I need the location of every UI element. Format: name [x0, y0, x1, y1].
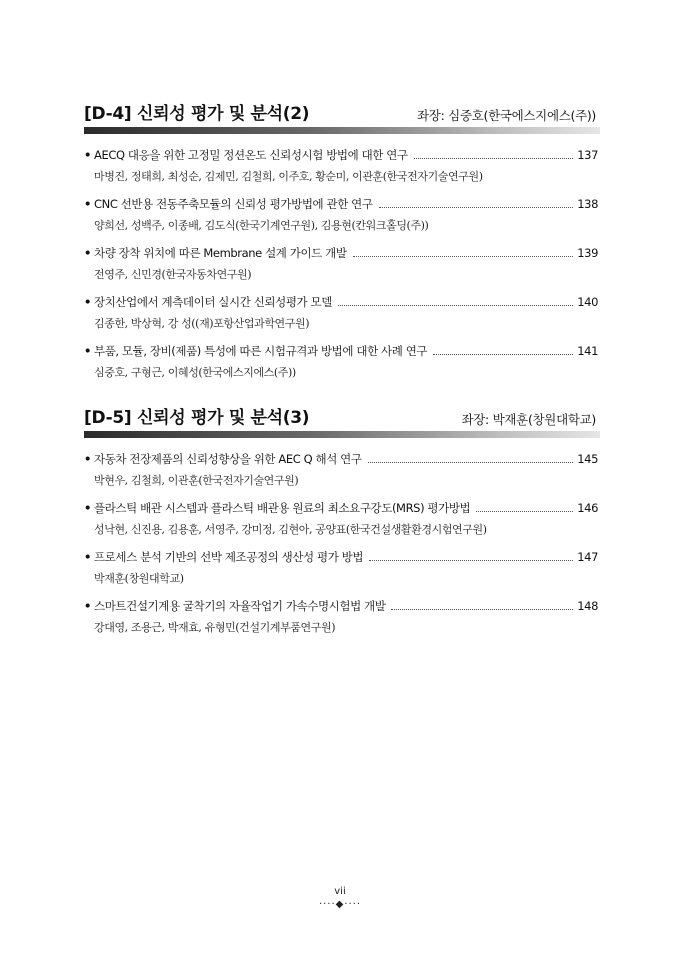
entry-title: 플라스틱 배관 시스템과 플라스틱 배관용 원료의 최소요구강도(MRS) 평가방법	[94, 501, 471, 515]
bullet-icon: •	[84, 148, 91, 162]
dot-leader	[379, 207, 574, 208]
entry-title: 스마트건설기계용 굴착기의 자율작업기 가속수명시험법 개발	[94, 599, 386, 613]
section-header	[84, 402, 600, 428]
toc-entry[interactable]	[84, 500, 600, 537]
toc-entry[interactable]	[84, 147, 600, 184]
entry-authors: 심중호, 구형근, 이혜성(한국에스지에스(주))	[94, 366, 296, 379]
bullet-icon: •	[84, 344, 91, 358]
entry-authors: 김종한, 박상혁, 강 성((재)포항산업과학연구원)	[94, 317, 310, 330]
entry-authors: 양희선, 성백주, 이종배, 김도식(한국기계연구원), 김용현(칸워크홀딩(주))	[94, 219, 429, 232]
bullet-icon: •	[84, 197, 91, 211]
dot-leader	[368, 462, 574, 463]
bullet-icon: •	[84, 599, 91, 613]
toc-entry[interactable]	[84, 196, 600, 233]
entry-title: 자동차 전장제품의 신뢰성향상을 위한 AEC Q 해석 연구	[94, 452, 362, 466]
entry-title: 프로세스 분석 기반의 선박 제조공정의 생산성 평가 방법	[94, 550, 364, 564]
entry-page-number: 141	[577, 344, 598, 358]
section-divider	[84, 431, 600, 438]
entry-authors: 강대영, 조용근, 박재효, 유형민(건설기계부품연구원)	[94, 621, 336, 634]
entry-authors: 전영주, 신민경(한국자동차연구원)	[94, 268, 252, 281]
entry-page-number: 147	[577, 550, 598, 564]
section-d5	[84, 402, 600, 647]
entry-authors: 박재훈(창원대학교)	[94, 572, 184, 585]
toc-entry[interactable]	[84, 343, 600, 380]
entry-title: 부품, 모듈, 장비(제품) 특성에 따른 시험규격과 방법에 대한 사례 연구	[94, 344, 428, 358]
toc-entry[interactable]	[84, 549, 600, 586]
toc-entry[interactable]	[84, 451, 600, 488]
dot-leader	[414, 158, 574, 159]
page-footer	[0, 886, 680, 910]
entry-page-number: 148	[577, 599, 598, 613]
dot-leader	[338, 305, 573, 306]
entry-page-number: 140	[577, 295, 598, 309]
bullet-icon: •	[84, 295, 91, 309]
entry-page-number: 146	[577, 501, 598, 515]
dot-leader	[369, 560, 573, 561]
page-number: vii	[334, 886, 346, 897]
toc-entry[interactable]	[84, 294, 600, 331]
entry-page-number: 137	[577, 148, 598, 162]
entry-title: CNC 선반용 전동주축모듈의 신뢰성 평가방법에 관한 연구	[94, 197, 373, 211]
dot-leader	[353, 256, 574, 257]
entry-page-number: 145	[577, 452, 598, 466]
entry-title: 장치산업에서 계측데이터 실시간 신뢰성평가 모델	[94, 295, 332, 309]
bullet-icon: •	[84, 550, 91, 564]
entry-authors: 성낙현, 신진용, 김용훈, 서영주, 강미정, 김현아, 공양표(한국건설생활환경시험연구원)	[94, 523, 487, 536]
toc-entry[interactable]	[84, 598, 600, 635]
toc-entry[interactable]	[84, 245, 600, 282]
bullet-icon: •	[84, 452, 91, 466]
dot-leader	[391, 609, 573, 610]
dot-leader	[433, 354, 573, 355]
section-divider	[84, 127, 600, 134]
section-header	[84, 98, 600, 124]
entry-page-number: 139	[577, 246, 598, 260]
section-title: [D-4] 신뢰성 평가 및 분석(2)	[84, 104, 310, 124]
diamond-ornament-icon: ····◆····	[318, 899, 362, 910]
entry-title: 차량 장착 위치에 따른 Membrane 설계 가이드 개발	[94, 246, 347, 260]
entry-list	[84, 451, 600, 635]
section-chair: 좌장: 심중호(한국에스지에스(주))	[417, 108, 596, 123]
entry-list	[84, 147, 600, 380]
section-chair: 좌장: 박재훈(창원대학교)	[461, 412, 596, 427]
bullet-icon: •	[84, 246, 91, 260]
entry-authors: 마병진, 정태희, 최성순, 김제민, 김철희, 이주호, 황순미, 이관훈(한국전자기술연구원)	[94, 170, 483, 183]
entry-title: AECQ 대응을 위한 고정밀 정션온도 신뢰성시험 방법에 대한 연구	[94, 148, 408, 162]
bullet-icon: •	[84, 501, 91, 515]
section-d4	[84, 98, 600, 392]
dot-leader	[476, 511, 573, 512]
section-title: [D-5] 신뢰성 평가 및 분석(3)	[84, 408, 310, 428]
entry-page-number: 138	[577, 197, 598, 211]
entry-authors: 박현우, 김철희, 이관훈(한국전자기술연구원)	[94, 474, 299, 487]
